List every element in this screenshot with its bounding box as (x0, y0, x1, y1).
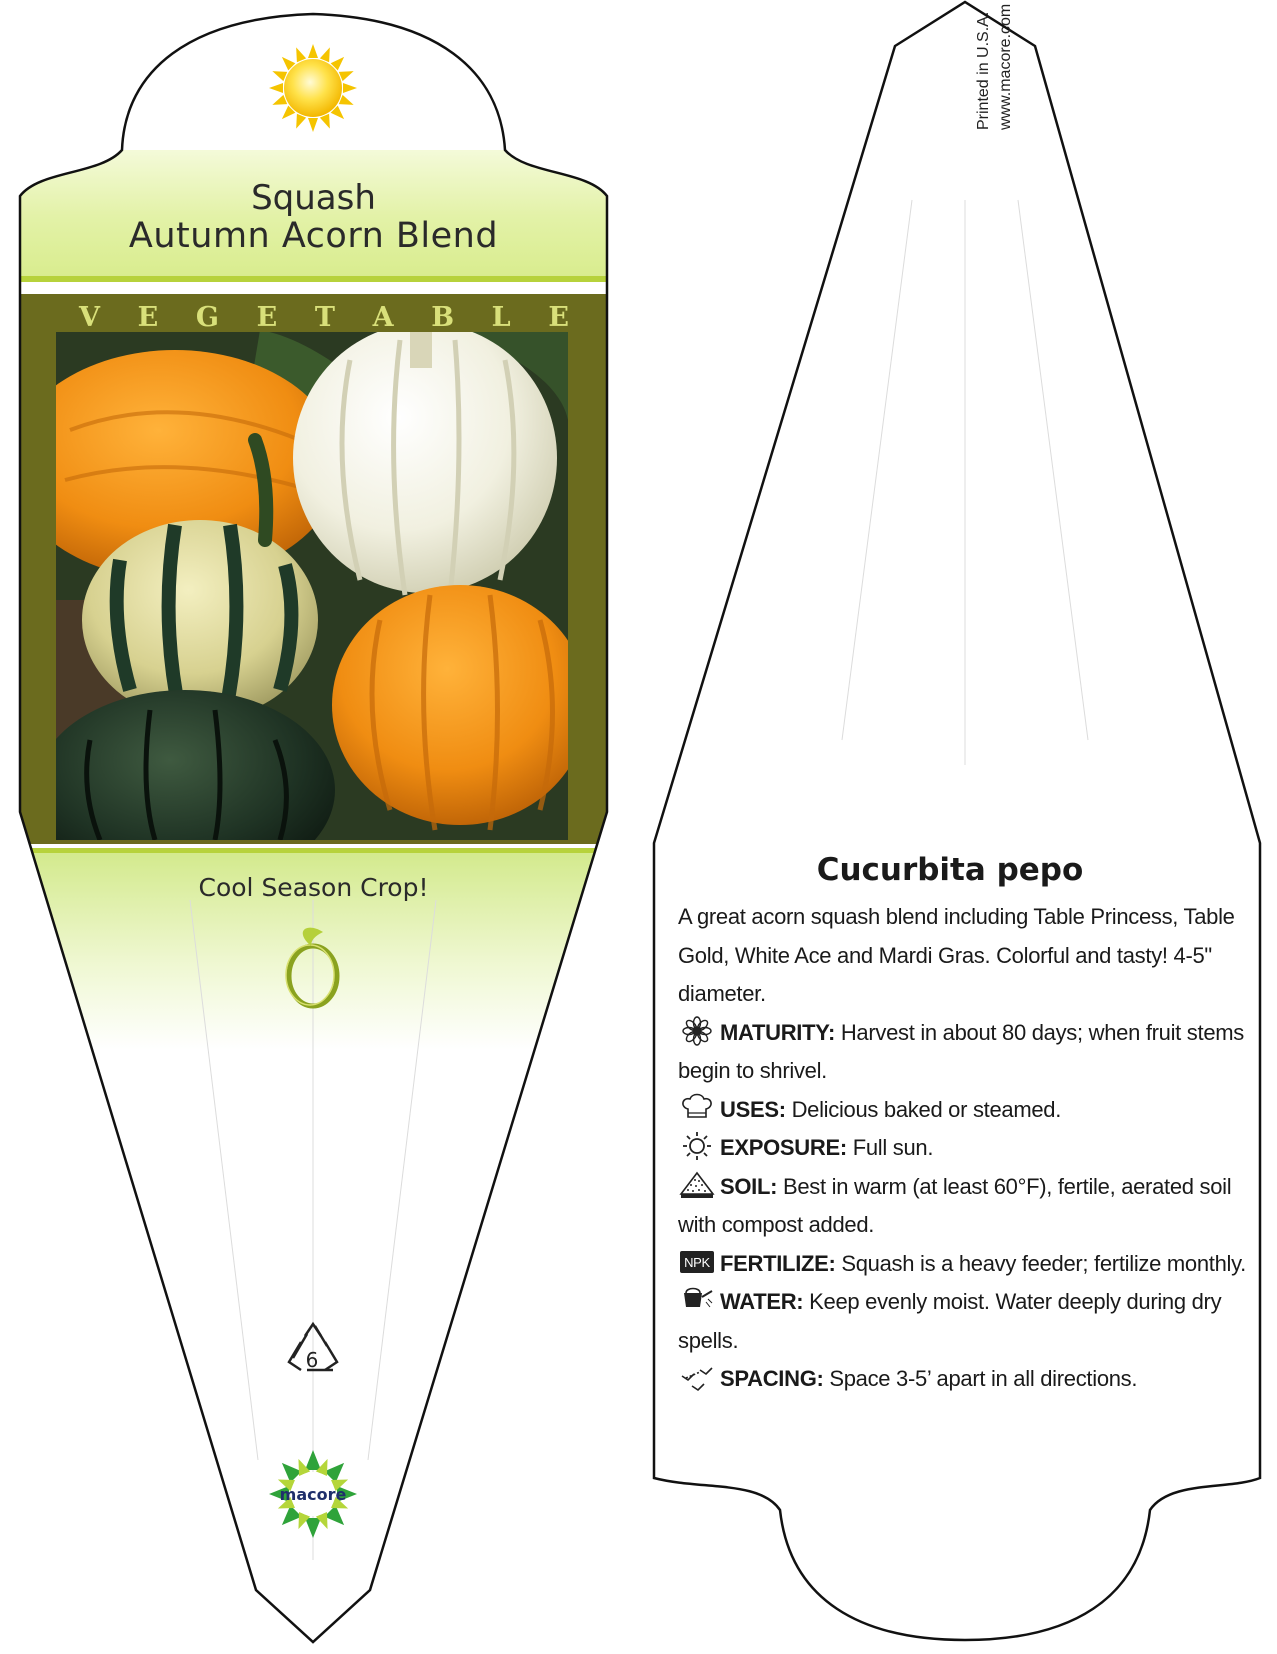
botanical-name: Cucurbita pepo (816, 852, 1084, 888)
care-label: SPACING: (720, 1366, 824, 1391)
category-letter: G (195, 301, 219, 333)
care-label: FERTILIZE: (720, 1250, 836, 1276)
category-letter: E (137, 301, 159, 333)
care-item-maturity (678, 1014, 1248, 1091)
spacing-icon (678, 1362, 716, 1392)
care-item-fertilize (678, 1245, 1248, 1284)
soil-icon (678, 1170, 716, 1200)
care-text: Delicious baked or steamed. (791, 1096, 1062, 1122)
watering-can-icon (678, 1285, 716, 1315)
website: www.macore.com (997, 3, 1014, 130)
flower-icon (678, 1016, 716, 1046)
npk-label: NPK (684, 1254, 710, 1270)
category-letter: T (314, 301, 335, 333)
care-text: Space 3-5’ apart in all directions. (829, 1366, 1138, 1391)
care-item-water (678, 1283, 1248, 1360)
category-letter: E (256, 301, 278, 333)
description: A great acorn squash blend including Table Princess, Table Gold, White Ace and Mardi Gras. Colorful and tasty! 4-5" diameter. (678, 904, 1235, 1006)
printed-line: Printed in U.S.A. (975, 11, 992, 130)
care-item-spacing (678, 1360, 1248, 1399)
npk-icon (678, 1247, 716, 1277)
care-label: USES: (720, 1096, 786, 1122)
care-item-exposure (678, 1129, 1248, 1168)
category-letter: E (548, 301, 569, 333)
category-letter: V (79, 301, 100, 333)
category-letter: L (491, 301, 511, 333)
category-letter: A (372, 301, 394, 333)
common-name: Squash (251, 178, 376, 218)
care-label: EXPOSURE: (720, 1135, 847, 1160)
recycle-number: 6 (305, 1348, 319, 1372)
care-item-soil (678, 1168, 1248, 1245)
care-label: MATURITY: (720, 1019, 836, 1045)
care-text: Keep evenly moist. Water deeply during dry spells. (678, 1289, 1222, 1353)
chef-hat-icon (678, 1093, 716, 1123)
brand-label: macore (279, 1485, 347, 1504)
care-text: Full sun. (852, 1135, 934, 1160)
tagline: Cool Season Crop! (198, 873, 429, 902)
care-text: Harvest in about 80 days; when fruit stems begin to shrivel. (678, 1019, 1244, 1083)
care-item-uses (678, 1091, 1248, 1130)
category-letter: B (431, 301, 455, 333)
printed-note (973, 4, 1017, 130)
care-text: Squash is a heavy feeder; fertilize monthly. (841, 1250, 1246, 1276)
care-label: SOIL: (720, 1173, 778, 1199)
care-instructions (678, 898, 1248, 1399)
care-label: WATER: (720, 1289, 804, 1314)
variety-name: Autumn Acorn Blend (128, 216, 499, 256)
care-text: Best in warm (at least 60°F), fertile, aerated soil with compost added. (678, 1173, 1232, 1237)
sun-outline-icon (678, 1131, 716, 1161)
